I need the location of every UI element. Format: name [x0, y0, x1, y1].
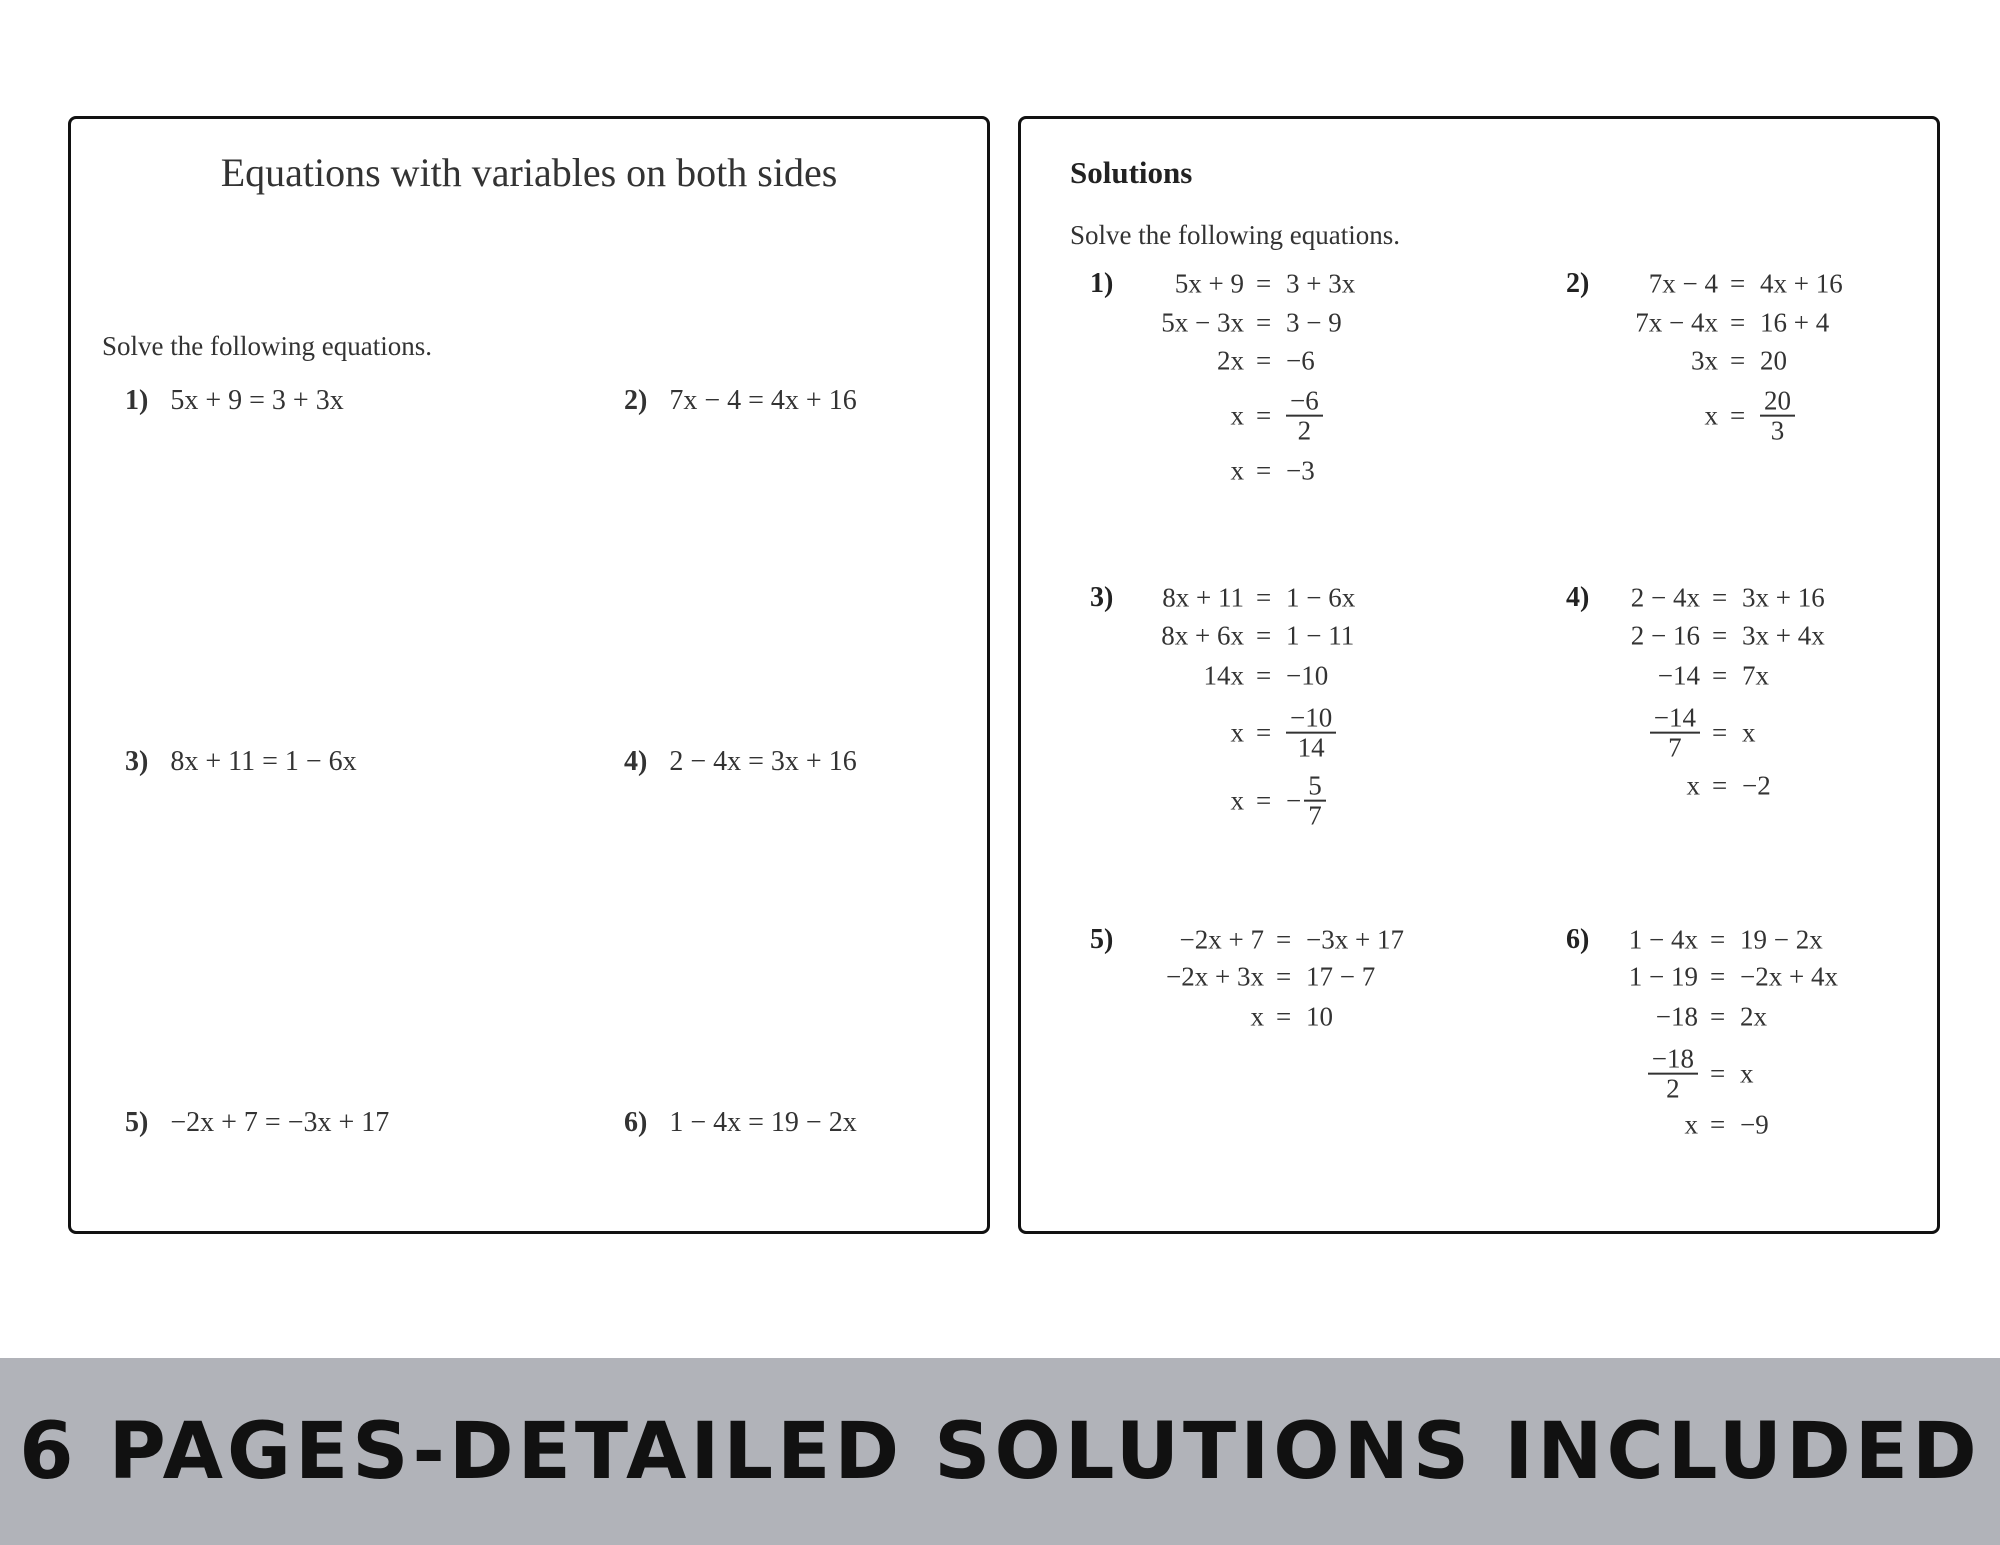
- fraction-numerator: −14: [1650, 704, 1700, 734]
- equals-sign: =: [1256, 268, 1272, 299]
- problem-number: 4): [624, 746, 648, 777]
- worksheet-problem-1: [125, 385, 344, 417]
- step-rhs: [1306, 925, 1404, 956]
- problem-equation: −2x + 7 = −3x + 17: [170, 1107, 390, 1138]
- equals-sign: =: [1256, 345, 1272, 376]
- fraction: [1286, 387, 1323, 446]
- equals-sign: =: [1256, 455, 1272, 486]
- lhs-expression: 14x: [1203, 660, 1244, 691]
- step-rhs: [1286, 269, 1355, 300]
- rhs-expression: 3 − 9: [1286, 307, 1342, 338]
- step-lhs: [1231, 718, 1245, 749]
- solutions-instruction: Solve the following equations.: [1070, 220, 1400, 250]
- lhs-expression: x: [1704, 400, 1718, 431]
- fraction-denominator: 2: [1297, 416, 1312, 446]
- equals-sign: =: [1256, 582, 1272, 613]
- lhs-expression: 8x + 6x: [1161, 620, 1244, 651]
- fraction-denominator: 7: [1308, 801, 1322, 831]
- fraction-denominator: 14: [1297, 733, 1325, 763]
- lhs-expression: 3x: [1691, 345, 1718, 376]
- lhs-expression: 5x − 3x: [1161, 307, 1244, 338]
- equals-sign: =: [1712, 620, 1728, 651]
- step-lhs: [1648, 1045, 1698, 1104]
- fraction: [1304, 772, 1326, 831]
- step-lhs: [1180, 925, 1264, 956]
- fraction-numerator: −18: [1648, 1045, 1698, 1075]
- equals-sign: =: [1276, 961, 1292, 992]
- lhs-expression: x: [1230, 785, 1244, 816]
- lhs-expression: x: [1686, 770, 1700, 801]
- lhs-expression: 1 − 19: [1628, 961, 1698, 992]
- step-lhs: [1687, 771, 1701, 802]
- step-rhs: [1760, 387, 1795, 446]
- step-rhs: [1760, 269, 1843, 300]
- rhs-expression: −3: [1286, 455, 1315, 486]
- worksheet-page-preview: [68, 116, 990, 1234]
- rhs-expression: 3x + 16: [1742, 582, 1825, 613]
- step-rhs: [1286, 456, 1315, 487]
- step-rhs: [1760, 308, 1829, 339]
- step-rhs: [1286, 772, 1326, 831]
- rhs-expression: 3x + 4x: [1742, 620, 1825, 651]
- step-rhs: [1740, 925, 1823, 956]
- step-lhs: [1649, 269, 1718, 300]
- rhs-expression: 19 − 2x: [1740, 924, 1823, 955]
- fraction: [1760, 387, 1795, 446]
- rhs-expression: x: [1742, 717, 1756, 748]
- banner-text: 6 PAGES-DETAILED SOLUTIONS INCLUDED: [19, 1406, 1981, 1497]
- rhs-expression: x: [1740, 1058, 1754, 1089]
- step-lhs: [1161, 308, 1244, 339]
- step-rhs: [1740, 1059, 1754, 1090]
- rhs-expression: 1 − 6x: [1286, 582, 1356, 613]
- rhs-expression: 17 − 7: [1306, 961, 1376, 992]
- problem-number: 1): [1090, 268, 1114, 299]
- lhs-expression: x: [1250, 1001, 1264, 1032]
- problem-equation: 5x + 9 = 3 + 3x: [170, 385, 344, 416]
- worksheet-problem-5: [125, 1107, 389, 1139]
- equals-sign: =: [1710, 961, 1726, 992]
- worksheet-problem-2: [624, 385, 857, 417]
- equals-sign: =: [1276, 924, 1292, 955]
- rhs-expression: 3 + 3x: [1286, 268, 1356, 299]
- problem-equation: 7x − 4 = 4x + 16: [669, 385, 857, 416]
- lhs-expression: −18: [1655, 1001, 1698, 1032]
- fraction-numerator: 20: [1760, 387, 1795, 417]
- fraction-numerator: −10: [1286, 704, 1336, 734]
- rhs-expression: 2x: [1740, 1001, 1767, 1032]
- equals-sign: =: [1730, 268, 1746, 299]
- problem-number: 1): [125, 385, 149, 416]
- problem-number: 6): [1566, 924, 1590, 955]
- lhs-expression: x: [1684, 1109, 1698, 1140]
- lhs-expression: x: [1230, 455, 1244, 486]
- problem-number: 4): [1566, 582, 1590, 613]
- worksheet-instruction: Solve the following equations.: [102, 331, 432, 361]
- lhs-expression: 2 − 16: [1630, 620, 1700, 651]
- lhs-expression: 2x: [1217, 345, 1244, 376]
- problem-equation: 1 − 4x = 19 − 2x: [669, 1107, 857, 1138]
- step-lhs: [1231, 401, 1245, 432]
- problem-number: 5): [1090, 924, 1114, 955]
- worksheet-problem-6: [624, 1107, 857, 1139]
- step-rhs: [1742, 718, 1756, 749]
- lhs-expression: 8x + 11: [1162, 582, 1244, 613]
- step-lhs: [1705, 401, 1719, 432]
- equals-sign: =: [1730, 307, 1746, 338]
- step-lhs: [1162, 583, 1244, 614]
- solutions-title: Solutions: [1070, 155, 1193, 190]
- rhs-expression: −10: [1286, 660, 1329, 691]
- rhs-expression: −2: [1742, 770, 1771, 801]
- equals-sign: =: [1256, 620, 1272, 651]
- equals-sign: =: [1710, 1058, 1726, 1089]
- step-rhs: [1740, 1110, 1769, 1141]
- step-rhs: [1286, 621, 1354, 652]
- step-lhs: [1629, 925, 1698, 956]
- lhs-expression: −2x + 7: [1179, 924, 1264, 955]
- step-lhs: [1656, 1002, 1698, 1033]
- rhs-expression: −2x + 4x: [1740, 961, 1838, 992]
- problem-number: 2): [1566, 268, 1590, 299]
- fraction-denominator: 7: [1668, 733, 1682, 763]
- rhs-expression: −9: [1740, 1109, 1769, 1140]
- problem-equation: 8x + 11 = 1 − 6x: [170, 746, 357, 777]
- equals-sign: =: [1712, 582, 1728, 613]
- step-rhs: [1742, 771, 1771, 802]
- fraction-numerator: 5: [1304, 772, 1326, 802]
- step-rhs: [1286, 308, 1342, 339]
- step-lhs: [1161, 621, 1244, 652]
- step-rhs: [1306, 962, 1375, 993]
- lhs-expression: x: [1230, 400, 1244, 431]
- promo-banner: [0, 1358, 2000, 1545]
- equals-sign: =: [1710, 1109, 1726, 1140]
- rhs-expression: 16 + 4: [1760, 307, 1830, 338]
- step-rhs: [1740, 962, 1838, 993]
- step-lhs: [1685, 1110, 1699, 1141]
- equals-sign: =: [1730, 345, 1746, 376]
- step-lhs: [1231, 456, 1245, 487]
- lhs-expression: 5x + 9: [1174, 268, 1244, 299]
- rhs-expression: 10: [1306, 1001, 1333, 1032]
- equals-sign: =: [1256, 307, 1272, 338]
- rhs-expression: 1 − 11: [1286, 620, 1355, 651]
- equals-sign: =: [1730, 400, 1746, 431]
- step-lhs: [1635, 308, 1718, 339]
- equals-sign: =: [1710, 924, 1726, 955]
- problem-equation: 2 − 4x = 3x + 16: [669, 746, 857, 777]
- step-rhs: [1286, 661, 1328, 692]
- fraction-denominator: 2: [1666, 1074, 1680, 1104]
- step-rhs: [1306, 1002, 1333, 1033]
- step-rhs: [1286, 704, 1336, 763]
- problem-number: 5): [125, 1107, 149, 1138]
- problem-number: 6): [624, 1107, 648, 1138]
- fraction-denominator: 3: [1770, 416, 1785, 446]
- equals-sign: =: [1256, 785, 1272, 816]
- step-lhs: [1231, 786, 1245, 817]
- step-lhs: [1251, 1002, 1265, 1033]
- equals-sign: =: [1712, 770, 1728, 801]
- step-rhs: [1740, 1002, 1767, 1033]
- lhs-expression: 7x − 4x: [1635, 307, 1718, 338]
- step-rhs: [1286, 346, 1315, 377]
- fraction: [1648, 1045, 1698, 1104]
- step-lhs: [1658, 661, 1700, 692]
- step-lhs: [1691, 346, 1718, 377]
- step-lhs: [1650, 704, 1700, 763]
- equals-sign: =: [1276, 1001, 1292, 1032]
- equals-sign: =: [1256, 717, 1272, 748]
- step-rhs: [1760, 346, 1787, 377]
- equals-sign: =: [1710, 1001, 1726, 1032]
- lhs-expression: 7x − 4: [1648, 268, 1718, 299]
- lhs-expression: x: [1230, 717, 1244, 748]
- step-lhs: [1204, 661, 1245, 692]
- fraction: [1650, 704, 1700, 763]
- rhs-expression: −6: [1286, 345, 1315, 376]
- equals-sign: =: [1712, 717, 1728, 748]
- rhs-expression: 7x: [1742, 660, 1769, 691]
- lhs-expression: 2 − 4x: [1630, 582, 1700, 613]
- lhs-expression: 1 − 4x: [1628, 924, 1698, 955]
- lhs-expression: −2x + 3x: [1166, 961, 1264, 992]
- equals-sign: =: [1256, 660, 1272, 691]
- problem-number: 3): [125, 746, 149, 777]
- solutions-page-preview: [1018, 116, 1940, 1234]
- problem-number: 2): [624, 385, 648, 416]
- rhs-expression: 20: [1760, 345, 1787, 376]
- equals-sign: =: [1712, 660, 1728, 691]
- step-lhs: [1166, 962, 1264, 993]
- lhs-expression: −14: [1657, 660, 1700, 691]
- step-lhs: [1175, 269, 1244, 300]
- fraction: [1286, 704, 1336, 763]
- step-lhs: [1631, 621, 1700, 652]
- step-rhs: [1742, 583, 1825, 614]
- step-lhs: [1629, 962, 1698, 993]
- step-lhs: [1631, 583, 1700, 614]
- rhs-expression: −3x + 17: [1306, 924, 1404, 955]
- step-rhs: [1742, 661, 1769, 692]
- step-lhs: [1217, 346, 1244, 377]
- step-rhs: [1742, 621, 1825, 652]
- worksheet-title: Equations with variables on both sides: [220, 150, 838, 195]
- equals-sign: =: [1256, 400, 1272, 431]
- step-rhs: [1286, 583, 1355, 614]
- fraction-numerator: −6: [1286, 387, 1323, 417]
- problem-number: 3): [1090, 582, 1114, 613]
- rhs-expression: 4x + 16: [1760, 268, 1843, 299]
- rhs-sign: −: [1286, 785, 1302, 816]
- worksheet-problem-3: [125, 746, 357, 778]
- worksheet-problem-4: [624, 746, 857, 778]
- step-rhs: [1286, 387, 1323, 446]
